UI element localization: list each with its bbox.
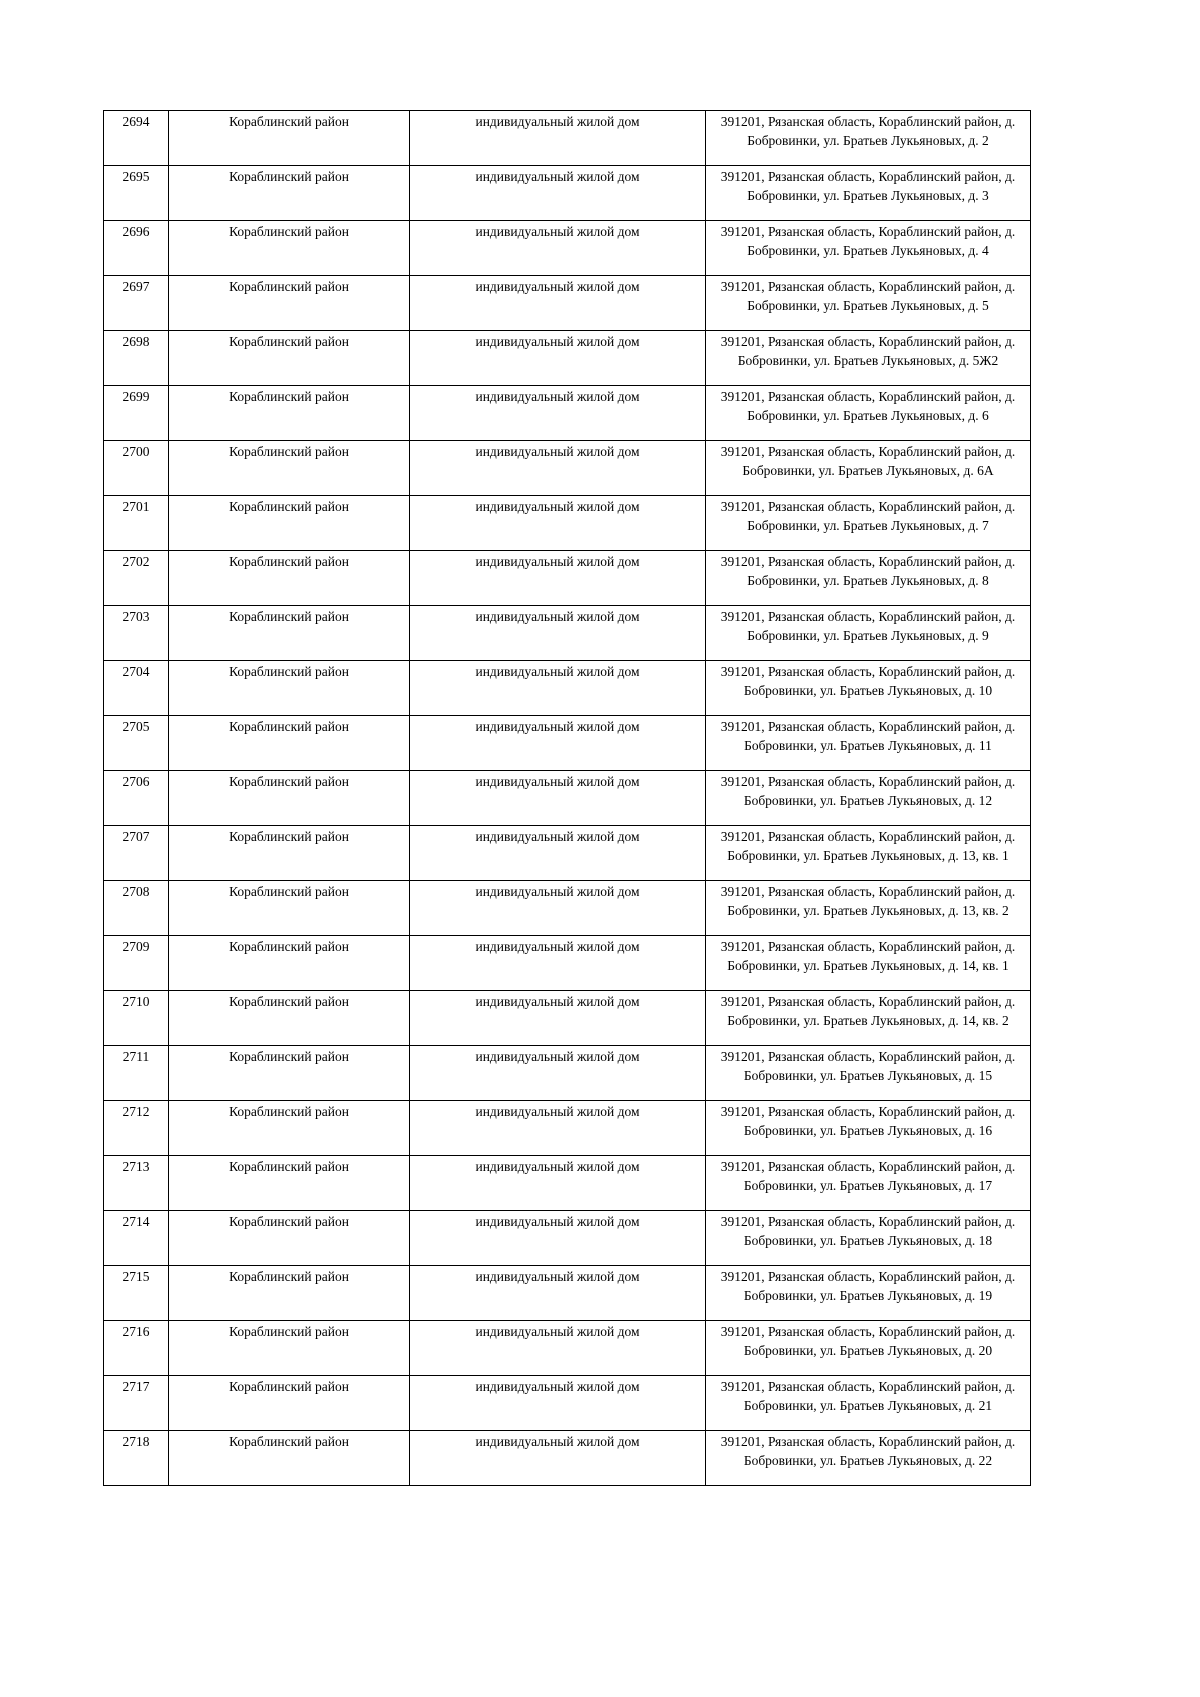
document-table (103, 110, 1031, 1486)
address-cell: 391201, Рязанская область, Кораблинский район, д. Бобровинки, ул. Братьев Лукьяновых, д. 13, кв. 2 (706, 881, 1031, 936)
address-cell: 391201, Рязанская область, Кораблинский район, д. Бобровинки, ул. Братьев Лукьяновых, д. 20 (706, 1321, 1031, 1376)
table-row (104, 771, 1031, 826)
table-row (104, 606, 1031, 661)
row-number-cell: 2717 (104, 1376, 169, 1431)
district-cell: Кораблинский район (169, 716, 410, 771)
table-row (104, 496, 1031, 551)
address-cell: 391201, Рязанская область, Кораблинский район, д. Бобровинки, ул. Братьев Лукьяновых, д. 5Ж2 (706, 331, 1031, 386)
table-row (104, 221, 1031, 276)
object-type-cell: индивидуальный жилой дом (410, 331, 706, 386)
district-cell: Кораблинский район (169, 276, 410, 331)
address-cell: 391201, Рязанская область, Кораблинский район, д. Бобровинки, ул. Братьев Лукьяновых, д. 22 (706, 1431, 1031, 1486)
object-type-cell: индивидуальный жилой дом (410, 1321, 706, 1376)
district-cell: Кораблинский район (169, 991, 410, 1046)
object-type-cell: индивидуальный жилой дом (410, 771, 706, 826)
table-body (104, 111, 1031, 1486)
object-type-cell: индивидуальный жилой дом (410, 1431, 706, 1486)
district-cell: Кораблинский район (169, 1101, 410, 1156)
object-type-cell: индивидуальный жилой дом (410, 1156, 706, 1211)
object-type-cell: индивидуальный жилой дом (410, 1101, 706, 1156)
address-cell: 391201, Рязанская область, Кораблинский район, д. Бобровинки, ул. Братьев Лукьяновых, д. 15 (706, 1046, 1031, 1101)
district-cell: Кораблинский район (169, 771, 410, 826)
table-row (104, 386, 1031, 441)
row-number-cell: 2710 (104, 991, 169, 1046)
object-type-cell: индивидуальный жилой дом (410, 1376, 706, 1431)
object-type-cell: индивидуальный жилой дом (410, 111, 706, 166)
object-type-cell: индивидуальный жилой дом (410, 551, 706, 606)
district-cell: Кораблинский район (169, 1431, 410, 1486)
object-type-cell: индивидуальный жилой дом (410, 991, 706, 1046)
address-cell: 391201, Рязанская область, Кораблинский район, д. Бобровинки, ул. Братьев Лукьяновых, д. 7 (706, 496, 1031, 551)
object-type-cell: индивидуальный жилой дом (410, 276, 706, 331)
table-row (104, 551, 1031, 606)
address-cell: 391201, Рязанская область, Кораблинский район, д. Бобровинки, ул. Братьев Лукьяновых, д. 6А (706, 441, 1031, 496)
object-type-cell: индивидуальный жилой дом (410, 881, 706, 936)
table-row (104, 1376, 1031, 1431)
object-type-cell: индивидуальный жилой дом (410, 606, 706, 661)
address-cell: 391201, Рязанская область, Кораблинский район, д. Бобровинки, ул. Братьев Лукьяновых, д. 17 (706, 1156, 1031, 1211)
row-number-cell: 2716 (104, 1321, 169, 1376)
table-row (104, 661, 1031, 716)
address-cell: 391201, Рязанская область, Кораблинский район, д. Бобровинки, ул. Братьев Лукьяновых, д. 9 (706, 606, 1031, 661)
address-cell: 391201, Рязанская область, Кораблинский район, д. Бобровинки, ул. Братьев Лукьяновых, д. 12 (706, 771, 1031, 826)
row-number-cell: 2699 (104, 386, 169, 441)
object-type-cell: индивидуальный жилой дом (410, 1211, 706, 1266)
row-number-cell: 2696 (104, 221, 169, 276)
address-cell: 391201, Рязанская область, Кораблинский район, д. Бобровинки, ул. Братьев Лукьяновых, д. 10 (706, 661, 1031, 716)
table-row (104, 881, 1031, 936)
address-cell: 391201, Рязанская область, Кораблинский район, д. Бобровинки, ул. Братьев Лукьяновых, д. 16 (706, 1101, 1031, 1156)
address-cell: 391201, Рязанская область, Кораблинский район, д. Бобровинки, ул. Братьев Лукьяновых, д. 13, кв. 1 (706, 826, 1031, 881)
table-row (104, 276, 1031, 331)
row-number-cell: 2702 (104, 551, 169, 606)
row-number-cell: 2705 (104, 716, 169, 771)
address-cell: 391201, Рязанская область, Кораблинский район, д. Бобровинки, ул. Братьев Лукьяновых, д. 21 (706, 1376, 1031, 1431)
object-type-cell: индивидуальный жилой дом (410, 826, 706, 881)
row-number-cell: 2718 (104, 1431, 169, 1486)
row-number-cell: 2698 (104, 331, 169, 386)
table-row (104, 1266, 1031, 1321)
row-number-cell: 2697 (104, 276, 169, 331)
address-cell: 391201, Рязанская область, Кораблинский район, д. Бобровинки, ул. Братьев Лукьяновых, д. 14, кв. 1 (706, 936, 1031, 991)
address-cell: 391201, Рязанская область, Кораблинский район, д. Бобровинки, ул. Братьев Лукьяновых, д. 19 (706, 1266, 1031, 1321)
row-number-cell: 2708 (104, 881, 169, 936)
table-row (104, 441, 1031, 496)
row-number-cell: 2711 (104, 1046, 169, 1101)
object-type-cell: индивидуальный жилой дом (410, 936, 706, 991)
row-number-cell: 2714 (104, 1211, 169, 1266)
table-row (104, 991, 1031, 1046)
object-type-cell: индивидуальный жилой дом (410, 496, 706, 551)
address-cell: 391201, Рязанская область, Кораблинский район, д. Бобровинки, ул. Братьев Лукьяновых, д. 5 (706, 276, 1031, 331)
table-row (104, 1211, 1031, 1266)
row-number-cell: 2709 (104, 936, 169, 991)
table-row (104, 111, 1031, 166)
district-cell: Кораблинский район (169, 1376, 410, 1431)
table-row (104, 826, 1031, 881)
address-cell: 391201, Рязанская область, Кораблинский район, д. Бобровинки, ул. Братьев Лукьяновых, д. 11 (706, 716, 1031, 771)
district-cell: Кораблинский район (169, 1211, 410, 1266)
district-cell: Кораблинский район (169, 386, 410, 441)
address-cell: 391201, Рязанская область, Кораблинский район, д. Бобровинки, ул. Братьев Лукьяновых, д. 18 (706, 1211, 1031, 1266)
object-type-cell: индивидуальный жилой дом (410, 716, 706, 771)
district-cell: Кораблинский район (169, 1321, 410, 1376)
row-number-cell: 2704 (104, 661, 169, 716)
row-number-cell: 2694 (104, 111, 169, 166)
table-row (104, 331, 1031, 386)
table-row (104, 1431, 1031, 1486)
table-row (104, 936, 1031, 991)
address-cell: 391201, Рязанская область, Кораблинский район, д. Бобровинки, ул. Братьев Лукьяновых, д. 4 (706, 221, 1031, 276)
row-number-cell: 2712 (104, 1101, 169, 1156)
address-cell: 391201, Рязанская область, Кораблинский район, д. Бобровинки, ул. Братьев Лукьяновых, д. 3 (706, 166, 1031, 221)
district-cell: Кораблинский район (169, 111, 410, 166)
row-number-cell: 2701 (104, 496, 169, 551)
district-cell: Кораблинский район (169, 1266, 410, 1321)
district-cell: Кораблинский район (169, 221, 410, 276)
district-cell: Кораблинский район (169, 551, 410, 606)
address-cell: 391201, Рязанская область, Кораблинский район, д. Бобровинки, ул. Братьев Лукьяновых, д. 8 (706, 551, 1031, 606)
object-type-cell: индивидуальный жилой дом (410, 1266, 706, 1321)
address-cell: 391201, Рязанская область, Кораблинский район, д. Бобровинки, ул. Братьев Лукьяновых, д. 14, кв. 2 (706, 991, 1031, 1046)
object-type-cell: индивидуальный жилой дом (410, 221, 706, 276)
object-type-cell: индивидуальный жилой дом (410, 441, 706, 496)
table-row (104, 1101, 1031, 1156)
address-cell: 391201, Рязанская область, Кораблинский район, д. Бобровинки, ул. Братьев Лукьяновых, д. 2 (706, 111, 1031, 166)
district-cell: Кораблинский район (169, 881, 410, 936)
district-cell: Кораблинский район (169, 661, 410, 716)
row-number-cell: 2695 (104, 166, 169, 221)
district-cell: Кораблинский район (169, 1156, 410, 1211)
district-cell: Кораблинский район (169, 496, 410, 551)
address-cell: 391201, Рязанская область, Кораблинский район, д. Бобровинки, ул. Братьев Лукьяновых, д. 6 (706, 386, 1031, 441)
table-row (104, 1156, 1031, 1211)
table-row (104, 1046, 1031, 1101)
district-cell: Кораблинский район (169, 606, 410, 661)
district-cell: Кораблинский район (169, 441, 410, 496)
district-cell: Кораблинский район (169, 826, 410, 881)
district-cell: Кораблинский район (169, 166, 410, 221)
object-type-cell: индивидуальный жилой дом (410, 166, 706, 221)
table-row (104, 716, 1031, 771)
district-cell: Кораблинский район (169, 1046, 410, 1101)
district-cell: Кораблинский район (169, 331, 410, 386)
row-number-cell: 2706 (104, 771, 169, 826)
table-row (104, 166, 1031, 221)
object-type-cell: индивидуальный жилой дом (410, 661, 706, 716)
row-number-cell: 2700 (104, 441, 169, 496)
row-number-cell: 2715 (104, 1266, 169, 1321)
district-cell: Кораблинский район (169, 936, 410, 991)
table-row (104, 1321, 1031, 1376)
row-number-cell: 2713 (104, 1156, 169, 1211)
object-type-cell: индивидуальный жилой дом (410, 386, 706, 441)
row-number-cell: 2707 (104, 826, 169, 881)
object-type-cell: индивидуальный жилой дом (410, 1046, 706, 1101)
row-number-cell: 2703 (104, 606, 169, 661)
